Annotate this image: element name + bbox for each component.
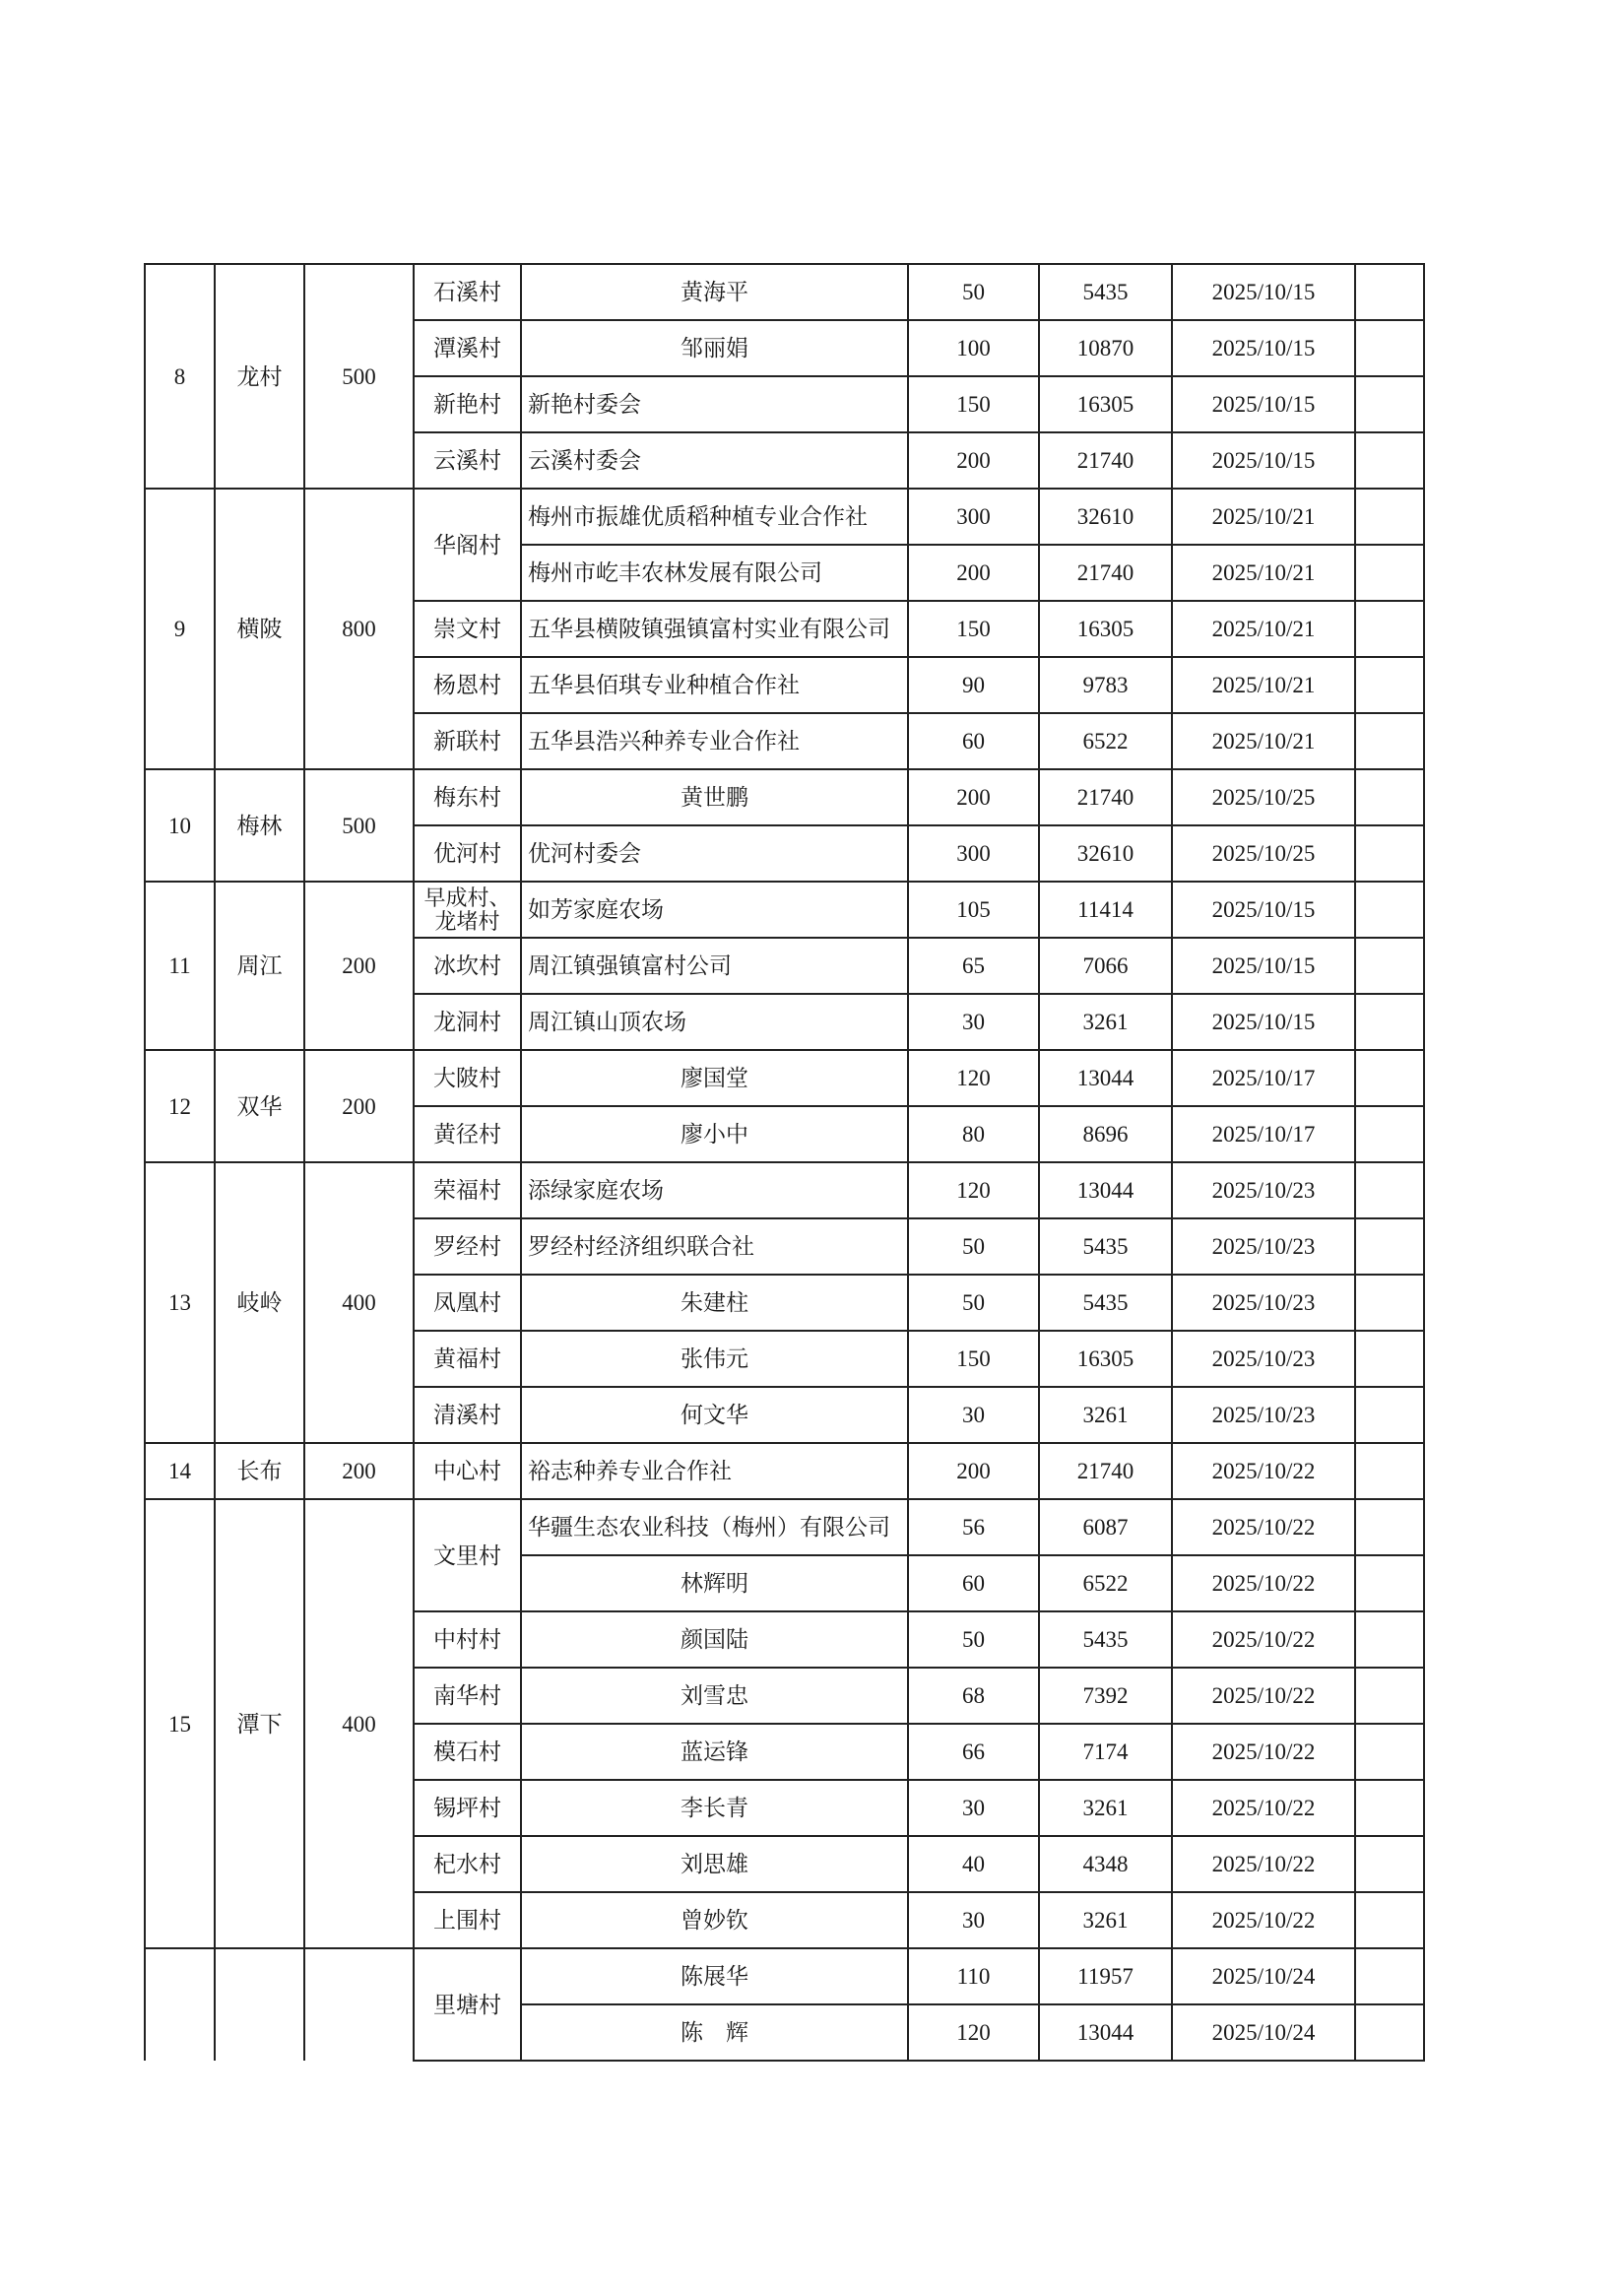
recipient-name: 刘雪忠 [521,1668,908,1724]
village-name: 杨恩村 [414,657,521,713]
date-value: 2025/10/24 [1172,2004,1355,2061]
area-value: 30 [908,1780,1039,1836]
date-value: 2025/10/15 [1172,376,1355,432]
table-row [145,1162,1424,1218]
date-value: 2025/10/22 [1172,1443,1355,1499]
area-value: 200 [908,432,1039,489]
amount-value: 6522 [1039,713,1172,769]
recipient-name: 林辉明 [521,1555,908,1611]
village-name: 文里村 [414,1499,521,1611]
date-value: 2025/10/23 [1172,1162,1355,1218]
town-name [215,1948,304,2061]
recipient-name: 张伟元 [521,1331,908,1387]
amount-value: 21740 [1039,545,1172,601]
date-value: 2025/10/15 [1172,320,1355,376]
recipient-name: 五华县横陂镇强镇富村实业有限公司 [521,601,908,657]
recipient-name: 陈展华 [521,1948,908,2004]
date-value: 2025/10/17 [1172,1106,1355,1162]
remarks-cell [1355,1275,1424,1331]
recipient-name: 廖小中 [521,1106,908,1162]
area-value: 66 [908,1724,1039,1780]
village-name: 冰坎村 [414,938,521,994]
village-name: 潭溪村 [414,320,521,376]
date-value: 2025/10/23 [1172,1218,1355,1275]
recipient-name: 刘思雄 [521,1836,908,1892]
amount-value: 13044 [1039,2004,1172,2061]
amount-value: 7392 [1039,1668,1172,1724]
recipient-name: 黄海平 [521,264,908,320]
subsidy-table [144,263,1425,2062]
amount-value: 7066 [1039,938,1172,994]
remarks-cell [1355,1948,1424,2004]
town-quota [304,1948,414,2061]
amount-value: 6522 [1039,1555,1172,1611]
recipient-name: 邹丽娟 [521,320,908,376]
remarks-cell [1355,1555,1424,1611]
date-value: 2025/10/22 [1172,1668,1355,1724]
village-name: 大陂村 [414,1050,521,1106]
recipient-name: 陈 辉 [521,2004,908,2061]
date-value: 2025/10/17 [1172,1050,1355,1106]
amount-value: 5435 [1039,1218,1172,1275]
recipient-name: 蓝运锋 [521,1724,908,1780]
amount-value: 13044 [1039,1162,1172,1218]
remarks-cell [1355,376,1424,432]
amount-value: 21740 [1039,1443,1172,1499]
amount-value: 32610 [1039,825,1172,882]
date-value: 2025/10/22 [1172,1780,1355,1836]
date-value: 2025/10/23 [1172,1275,1355,1331]
village-name: 云溪村 [414,432,521,489]
area-value: 80 [908,1106,1039,1162]
town-name: 潭下 [215,1499,304,1948]
town-name: 岐岭 [215,1162,304,1443]
remarks-cell [1355,1611,1424,1668]
remarks-cell [1355,1724,1424,1780]
recipient-name: 黄世鹏 [521,769,908,825]
amount-value: 6087 [1039,1499,1172,1555]
recipient-name: 如芳家庭农场 [521,882,908,938]
village-name: 优河村 [414,825,521,882]
remarks-cell [1355,489,1424,545]
recipient-name: 华疆生态农业科技（梅州）有限公司 [521,1499,908,1555]
village-name: 梅东村 [414,769,521,825]
town-quota: 200 [304,882,414,1050]
village-name: 龙洞村 [414,994,521,1050]
date-value: 2025/10/22 [1172,1611,1355,1668]
date-value: 2025/10/22 [1172,1836,1355,1892]
town-quota: 400 [304,1162,414,1443]
village-name: 黄径村 [414,1106,521,1162]
remarks-cell [1355,1218,1424,1275]
amount-value: 3261 [1039,1780,1172,1836]
amount-value: 16305 [1039,1331,1172,1387]
remarks-cell [1355,1162,1424,1218]
row-number: 10 [145,769,215,882]
remarks-cell [1355,320,1424,376]
remarks-cell [1355,825,1424,882]
area-value: 68 [908,1668,1039,1724]
date-value: 2025/10/21 [1172,545,1355,601]
area-value: 150 [908,376,1039,432]
amount-value: 3261 [1039,1892,1172,1948]
date-value: 2025/10/22 [1172,1555,1355,1611]
date-value: 2025/10/15 [1172,264,1355,320]
amount-value: 16305 [1039,601,1172,657]
remarks-cell [1355,1668,1424,1724]
town-quota: 200 [304,1443,414,1499]
recipient-name: 罗经村经济组织联合社 [521,1218,908,1275]
area-value: 110 [908,1948,1039,2004]
area-value: 50 [908,1275,1039,1331]
date-value: 2025/10/22 [1172,1499,1355,1555]
amount-value: 21740 [1039,432,1172,489]
amount-value: 5435 [1039,1611,1172,1668]
area-value: 40 [908,1836,1039,1892]
village-name: 新艳村 [414,376,521,432]
remarks-cell [1355,432,1424,489]
area-value: 50 [908,1218,1039,1275]
remarks-cell [1355,264,1424,320]
town-quota: 200 [304,1050,414,1162]
town-quota: 400 [304,1499,414,1948]
amount-value: 7174 [1039,1724,1172,1780]
date-value: 2025/10/21 [1172,657,1355,713]
amount-value: 4348 [1039,1836,1172,1892]
row-number: 9 [145,489,215,769]
recipient-name: 优河村委会 [521,825,908,882]
amount-value: 21740 [1039,769,1172,825]
area-value: 200 [908,1443,1039,1499]
area-value: 120 [908,1162,1039,1218]
village-name: 新联村 [414,713,521,769]
amount-value: 10870 [1039,320,1172,376]
town-quota: 500 [304,264,414,489]
recipient-name: 曾妙钦 [521,1892,908,1948]
village-name: 锡坪村 [414,1780,521,1836]
village-name: 早成村、龙堵村 [414,882,521,938]
remarks-cell [1355,713,1424,769]
date-value: 2025/10/15 [1172,938,1355,994]
row-number: 14 [145,1443,215,1499]
village-name: 荣福村 [414,1162,521,1218]
date-value: 2025/10/21 [1172,713,1355,769]
village-name: 模石村 [414,1724,521,1780]
amount-value: 16305 [1039,376,1172,432]
remarks-cell [1355,601,1424,657]
amount-value: 11414 [1039,882,1172,938]
area-value: 200 [908,769,1039,825]
area-value: 56 [908,1499,1039,1555]
town-name: 周江 [215,882,304,1050]
village-name: 杞水村 [414,1836,521,1892]
town-name: 横陂 [215,489,304,769]
date-value: 2025/10/25 [1172,825,1355,882]
recipient-name: 朱建柱 [521,1275,908,1331]
amount-value: 3261 [1039,1387,1172,1443]
area-value: 105 [908,882,1039,938]
town-quota: 800 [304,489,414,769]
area-value: 90 [908,657,1039,713]
amount-value: 5435 [1039,1275,1172,1331]
village-name: 崇文村 [414,601,521,657]
date-value: 2025/10/22 [1172,1724,1355,1780]
amount-value: 8696 [1039,1106,1172,1162]
date-value: 2025/10/24 [1172,1948,1355,2004]
recipient-name: 裕志种养专业合作社 [521,1443,908,1499]
area-value: 65 [908,938,1039,994]
amount-value: 32610 [1039,489,1172,545]
table-row [145,489,1424,545]
area-value: 30 [908,994,1039,1050]
remarks-cell [1355,882,1424,938]
remarks-cell [1355,545,1424,601]
village-name: 黄福村 [414,1331,521,1387]
date-value: 2025/10/23 [1172,1387,1355,1443]
town-name: 双华 [215,1050,304,1162]
amount-value: 11957 [1039,1948,1172,2004]
recipient-name: 五华县浩兴种养专业合作社 [521,713,908,769]
area-value: 150 [908,601,1039,657]
recipient-name: 新艳村委会 [521,376,908,432]
recipient-name: 周江镇强镇富村公司 [521,938,908,994]
remarks-cell [1355,1443,1424,1499]
village-name: 石溪村 [414,264,521,320]
area-value: 300 [908,489,1039,545]
town-name: 长布 [215,1443,304,1499]
recipient-name: 何文华 [521,1387,908,1443]
village-name: 凤凰村 [414,1275,521,1331]
area-value: 60 [908,713,1039,769]
area-value: 30 [908,1892,1039,1948]
amount-value: 13044 [1039,1050,1172,1106]
recipient-name: 梅州市振雄优质稻种植专业合作社 [521,489,908,545]
area-value: 120 [908,1050,1039,1106]
recipient-name: 周江镇山顶农场 [521,994,908,1050]
date-value: 2025/10/23 [1172,1331,1355,1387]
table-row [145,1050,1424,1106]
row-number [145,1948,215,2061]
village-name: 清溪村 [414,1387,521,1443]
table-row [145,882,1424,938]
date-value: 2025/10/25 [1172,769,1355,825]
town-name: 龙村 [215,264,304,489]
recipient-name: 李长青 [521,1780,908,1836]
date-value: 2025/10/15 [1172,994,1355,1050]
village-name: 南华村 [414,1668,521,1724]
remarks-cell [1355,1106,1424,1162]
date-value: 2025/10/15 [1172,882,1355,938]
remarks-cell [1355,1331,1424,1387]
remarks-cell [1355,1780,1424,1836]
remarks-cell [1355,1499,1424,1555]
recipient-name: 云溪村委会 [521,432,908,489]
town-quota: 500 [304,769,414,882]
date-value: 2025/10/15 [1172,432,1355,489]
village-name: 中村村 [414,1611,521,1668]
area-value: 200 [908,545,1039,601]
amount-value: 3261 [1039,994,1172,1050]
row-number: 15 [145,1499,215,1948]
recipient-name: 五华县佰琪专业种植合作社 [521,657,908,713]
remarks-cell [1355,657,1424,713]
area-value: 120 [908,2004,1039,2061]
table-row [145,264,1424,320]
date-value: 2025/10/21 [1172,489,1355,545]
table-row [145,1948,1424,2004]
village-name: 上围村 [414,1892,521,1948]
remarks-cell [1355,1836,1424,1892]
table-row [145,769,1424,825]
area-value: 50 [908,1611,1039,1668]
area-value: 100 [908,320,1039,376]
date-value: 2025/10/21 [1172,601,1355,657]
amount-value: 5435 [1039,264,1172,320]
amount-value: 9783 [1039,657,1172,713]
village-name: 罗经村 [414,1218,521,1275]
row-number: 8 [145,264,215,489]
row-number: 11 [145,882,215,1050]
village-name: 中心村 [414,1443,521,1499]
area-value: 150 [908,1331,1039,1387]
table-row [145,1499,1424,1555]
remarks-cell [1355,1387,1424,1443]
area-value: 30 [908,1387,1039,1443]
row-number: 12 [145,1050,215,1162]
village-name: 里塘村 [414,1948,521,2061]
recipient-name: 廖国堂 [521,1050,908,1106]
row-number: 13 [145,1162,215,1443]
remarks-cell [1355,1892,1424,1948]
table-row [145,1443,1424,1499]
recipient-name: 梅州市屹丰农林发展有限公司 [521,545,908,601]
area-value: 60 [908,1555,1039,1611]
remarks-cell [1355,769,1424,825]
remarks-cell [1355,1050,1424,1106]
remarks-cell [1355,994,1424,1050]
village-name: 华阁村 [414,489,521,601]
date-value: 2025/10/22 [1172,1892,1355,1948]
remarks-cell [1355,2004,1424,2061]
remarks-cell [1355,938,1424,994]
area-value: 300 [908,825,1039,882]
town-name: 梅林 [215,769,304,882]
recipient-name: 颜国陆 [521,1611,908,1668]
area-value: 50 [908,264,1039,320]
recipient-name: 添绿家庭农场 [521,1162,908,1218]
